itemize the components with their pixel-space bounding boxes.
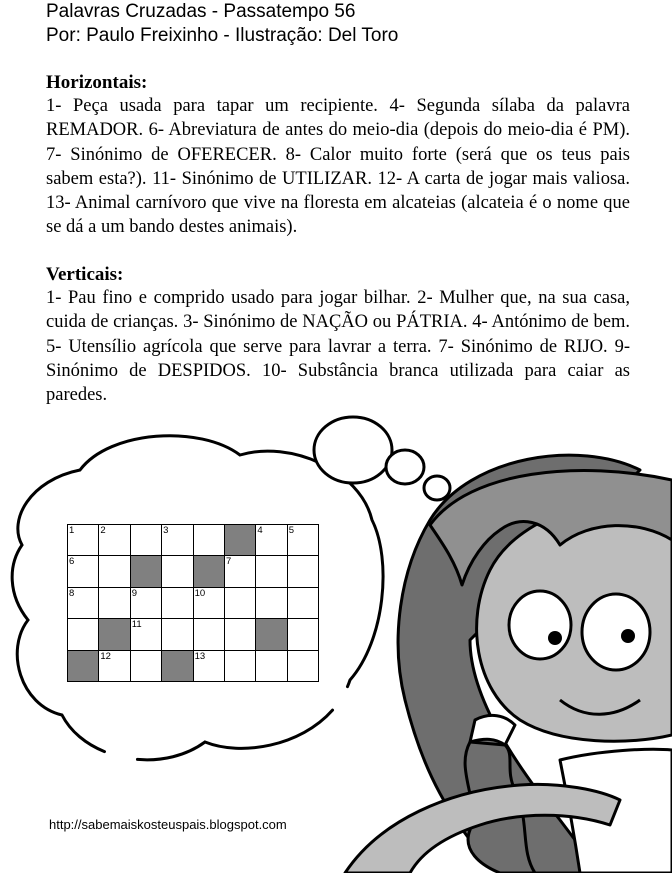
grid-cell[interactable] xyxy=(287,556,318,587)
clue-number: 8 xyxy=(69,587,75,599)
grid-cell[interactable] xyxy=(287,619,318,650)
clue-number: 2 xyxy=(100,525,106,536)
clue-number: 4 xyxy=(257,525,263,536)
footer-url[interactable]: http://sabemaiskosteuspais.blogspot.com xyxy=(49,817,287,832)
grid-cell-blocked xyxy=(193,556,224,587)
grid-cell[interactable] xyxy=(287,650,318,681)
grid-cell[interactable] xyxy=(256,587,287,618)
grid-cell[interactable] xyxy=(68,556,99,587)
grid-cell[interactable] xyxy=(193,650,224,681)
horizontal-heading: Horizontais: xyxy=(46,72,148,93)
grid-cell[interactable] xyxy=(224,587,255,618)
clue-number: 6 xyxy=(69,556,75,568)
crossword-grid xyxy=(67,524,319,682)
grid-cell[interactable] xyxy=(256,525,287,556)
grid-cell[interactable] xyxy=(287,587,318,618)
clue-number: 3 xyxy=(163,525,169,536)
vertical-heading: Verticais: xyxy=(46,264,124,285)
thought-bubble-small xyxy=(424,476,450,500)
vertical-clues-text: 1- Pau fino e comprido usado para jogar bilhar. 2- Mulher que, na sua casa, cuida de crianças. 3- Sinónimo de NAÇÃO ou PÁTRIA. 4- Antónimo de bem. 5- Utensílio agrícola que serve para lavrar a terra. 7- Sinónimo de RIJO. 9- Sinónimo de DESPIDOS. 10- Substância branca utilizada para caiar as paredes. xyxy=(46,288,630,406)
grid-cell[interactable] xyxy=(193,587,224,618)
grid-cell[interactable] xyxy=(162,525,193,556)
grid-cell[interactable] xyxy=(256,650,287,681)
grid-cell[interactable] xyxy=(224,556,255,587)
grid-cell[interactable] xyxy=(68,525,99,556)
clue-number: 11 xyxy=(131,619,142,631)
grid-cell[interactable] xyxy=(224,619,255,650)
grid-cell-blocked xyxy=(256,619,287,650)
grid-cell[interactable] xyxy=(193,525,224,556)
grid-cell-blocked xyxy=(68,650,99,681)
horizontal-clues-text: 1- Peça usada para tapar um recipiente. 4- Segunda sílaba da palavra REMADOR. 6- Abreviatura de antes do meio-dia (depois do meio-dia é PM). 7- Sinónimo de OFERECER. 8- Calor muito forte (será que os teus pais sabem esta?). 11- Sinónimo de UTILIZAR. 12- A carta de jogar mais valiosa. 13- Animal carnívoro que vive na floresta em alcateias (alcateia é o nome que se dá a um bando destes animais). xyxy=(46,96,630,238)
grid-cell[interactable] xyxy=(68,619,99,650)
clue-number: 9 xyxy=(131,587,138,599)
clue-number: 13 xyxy=(194,650,206,662)
grid-cell[interactable] xyxy=(193,619,224,650)
girl-character xyxy=(345,455,672,873)
clue-number: 1 xyxy=(69,525,75,536)
grid-row xyxy=(68,556,319,587)
grid-cell[interactable] xyxy=(256,556,287,587)
girl-right-pupil xyxy=(621,629,635,643)
grid-cell[interactable] xyxy=(130,525,161,556)
grid-cell[interactable] xyxy=(99,587,130,618)
grid-row xyxy=(68,525,319,556)
grid-cell[interactable] xyxy=(162,556,193,587)
clue-number: 10 xyxy=(194,587,206,599)
grid-cell-blocked xyxy=(99,619,130,650)
credits: Por: Paulo Freixinho - Ilustração: Del Toro xyxy=(46,25,399,46)
grid-cell[interactable] xyxy=(224,650,255,681)
girl-right-eye xyxy=(582,594,650,670)
clue-number: 12 xyxy=(100,650,111,662)
girl-hair-tie xyxy=(470,715,515,745)
grid-row xyxy=(68,650,319,681)
grid-cell-blocked xyxy=(130,556,161,587)
girl-left-pupil xyxy=(548,631,562,645)
grid-row xyxy=(68,587,319,618)
grid-cell[interactable] xyxy=(162,587,193,618)
grid-cell[interactable] xyxy=(130,650,161,681)
grid-cell[interactable] xyxy=(99,525,130,556)
grid-cell[interactable] xyxy=(99,556,130,587)
grid-cell[interactable] xyxy=(287,525,318,556)
clue-number: 7 xyxy=(225,556,232,568)
girl-left-eye xyxy=(509,591,571,659)
grid-cell[interactable] xyxy=(130,619,161,650)
page-title: Palavras Cruzadas - Passatempo 56 xyxy=(46,1,356,22)
thought-bubble-medium xyxy=(386,450,424,484)
grid-row xyxy=(68,619,319,650)
grid-cell-blocked xyxy=(224,525,255,556)
grid-cell[interactable] xyxy=(68,587,99,618)
grid-cell[interactable] xyxy=(130,587,161,618)
thought-bubble-large xyxy=(314,417,392,483)
grid-cell[interactable] xyxy=(162,619,193,650)
grid-cell[interactable] xyxy=(99,650,130,681)
clue-number: 5 xyxy=(288,525,295,536)
grid-cell-blocked xyxy=(162,650,193,681)
